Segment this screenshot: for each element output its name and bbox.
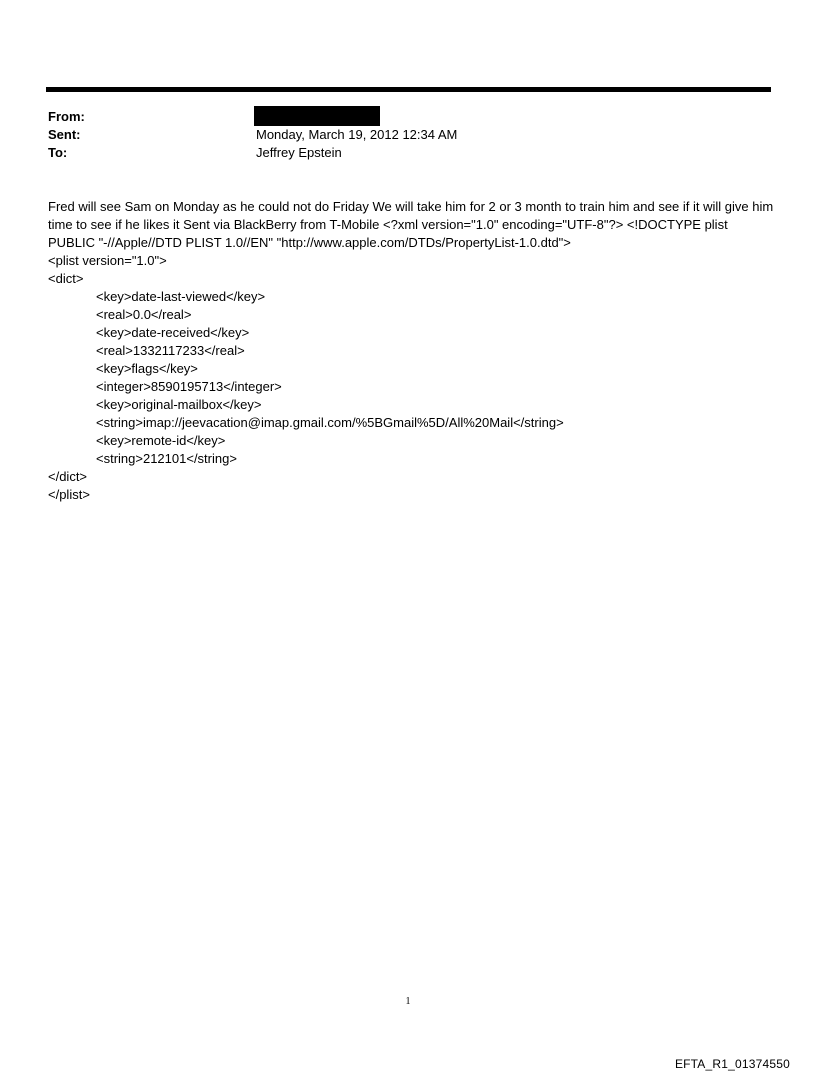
sent-value: Monday, March 19, 2012 12:34 AM: [256, 127, 458, 142]
plist-line: <plist version="1.0">: [48, 253, 167, 268]
plist-line: <key>date-received</key>: [96, 325, 250, 340]
redacted-sender: [254, 106, 380, 126]
from-label: From:: [48, 109, 85, 124]
plist-line: <string>imap://jeevacation@imap.gmail.com/%5BGmail%5D/All%20Mail</string>: [96, 415, 564, 430]
to-value: Jeffrey Epstein: [256, 145, 342, 160]
plist-line: <real>1332117233</real>: [96, 343, 245, 358]
header-rule: [46, 87, 771, 92]
document-id: EFTA_R1_01374550: [674, 1057, 790, 1071]
plist-line: <key>remote-id</key>: [96, 433, 226, 448]
sent-label: Sent:: [48, 127, 81, 142]
plist-line: </dict>: [48, 469, 88, 484]
page-number: 1: [405, 996, 411, 1007]
plist-line: <key>date-last-viewed</key>: [96, 289, 266, 304]
plist-line: </plist>: [48, 487, 90, 502]
message-body: Fred will see Sam on Monday as he could not do Friday We will take him for 2 or 3 month to train him and see if it will give him time to see if he likes it Sent via BlackBerry from T-Mobile <?xml version="1.0" encoding="UTF-8"?> <!DOCTYPE plist PUBLIC "-//Apple//DTD PLIST 1.0//EN" "http://www.apple.com/DTDs/PropertyList-1.0.dtd">: [48, 199, 774, 250]
plist-line: <dict>: [48, 271, 84, 286]
plist-line: <string>212101</string>: [96, 451, 237, 466]
plist-line: <real>0.0</real>: [96, 307, 192, 322]
plist-line: <key>flags</key>: [96, 361, 198, 376]
to-label: To:: [48, 145, 68, 160]
plist-line: <key>original-mailbox</key>: [96, 397, 262, 412]
plist-line: <integer>8590195713</integer>: [96, 379, 282, 394]
